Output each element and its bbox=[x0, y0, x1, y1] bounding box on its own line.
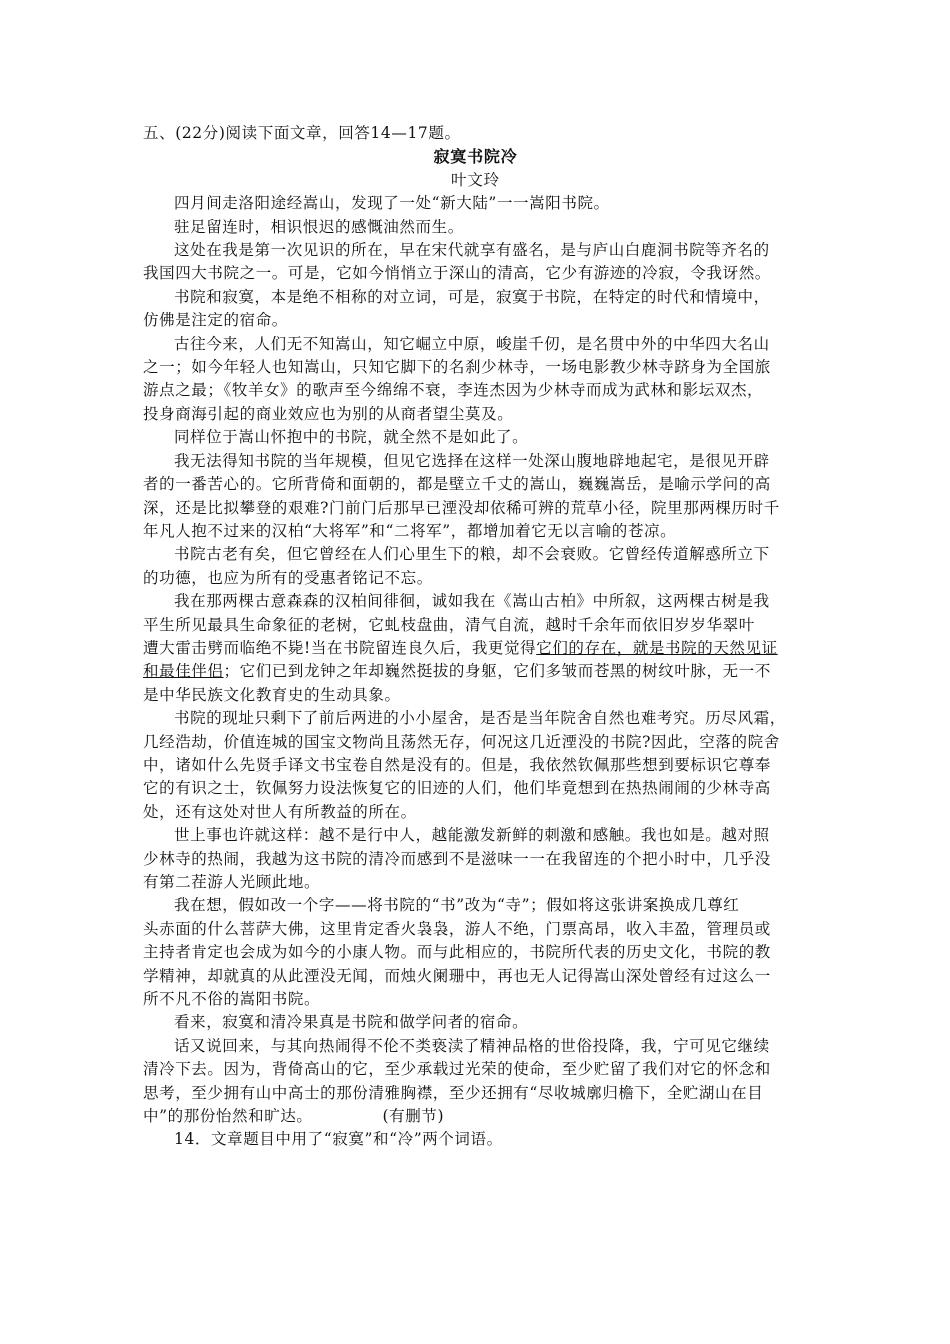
paragraph-line: 驻足留连时，相识恨迟的感慨油然而生。 bbox=[174, 217, 464, 236]
paragraph-line: 仿佛是注定的宿命。 bbox=[143, 311, 288, 330]
paragraph-line: 中，诸如什么先贤手译文书宝卷自然是没有的。但是，我依然钦佩那些想到要标识它尊奉 bbox=[143, 755, 771, 774]
paragraph-line: 思考，至少拥有山中高士的那份清雅胸襟，至少还拥有“尽收城廓归檐下，全贮湖山在目 bbox=[143, 1083, 764, 1102]
paragraph-line: 我国四大书院之一。可是，它如今悄悄立于深山的清高，它少有游迹的冷寂，令我讶然。 bbox=[143, 264, 771, 283]
paragraph-line: 游点之最；《牧羊女》的歌声至今绵绵不衰，李连杰因为少林寺而成为武林和影坛双杰， bbox=[143, 381, 764, 400]
section-heading: 五、(22分)阅读下面文章，回答14—17题。 bbox=[143, 124, 461, 142]
paragraph-line: 同样位于嵩山怀抱中的书院，就全然不是如此了。 bbox=[174, 428, 529, 447]
paragraph-line: 之一；如今年轻人也知嵩山，只知它脚下的名刹少林寺，一场电影教少林寺跻身为全国旅 bbox=[143, 358, 771, 377]
paragraph-line: 这处在我是第一次见识的所在，早在宋代就享有盛名，是与庐山白鹿洞书院等齐名的 bbox=[174, 241, 770, 260]
paragraph bbox=[143, 894, 808, 1011]
document-page bbox=[143, 122, 808, 1152]
paragraph bbox=[143, 707, 808, 824]
article-body-continued bbox=[143, 707, 808, 1035]
article-title: 寂寞书院冷 bbox=[433, 147, 518, 167]
paragraph-line: 所不凡不俗的嵩阳书院。 bbox=[143, 990, 321, 1009]
paragraph-line: 投身商海引起的商业效应也为别的从商者望尘莫及。 bbox=[143, 404, 514, 423]
paragraph-line: 我无法得知书院的当年规模，但见它选择在这样一处深山腹地辟地起宅，是很见开辟 bbox=[174, 451, 770, 470]
question-14: 14．文章题目中用了“寂寞”和“冷”两个词语。 bbox=[174, 1130, 503, 1149]
paragraph bbox=[143, 1011, 808, 1034]
abridged-note: (有删节) bbox=[382, 1107, 445, 1126]
paragraph-line bbox=[143, 1105, 808, 1128]
paragraph-line: 学精神，却就真的从此湮没无闻，而烛火阑珊中，再也无人记得嵩山深处曾经有过这么一 bbox=[143, 966, 771, 985]
paragraph-line: 我在那两棵古意森森的汉柏间徘徊，诚如我在《嵩山古柏》中所叙，这两棵古树是我 bbox=[174, 592, 770, 611]
paragraph-line: 几经浩劫，价值连城的国宝文物尚且荡然无存，何况这几近湮没的书院?因此，空落的院舍 bbox=[143, 732, 780, 751]
paragraph-line: 处，还有这处对世人有所教益的所在。 bbox=[143, 802, 417, 821]
paragraph-line: 头赤面的什么菩萨大佛，这里肯定香火袅袅，游人不绝，门票高昂，收入丰盈，管理员或 bbox=[143, 919, 771, 938]
paragraph bbox=[143, 543, 808, 590]
paragraph-line: 四月间走洛阳途经嵩山，发现了一处“新大陆”一一嵩阳书院。 bbox=[174, 194, 610, 213]
underlined-text: 它们的存在，就是书院的天然见证 bbox=[536, 638, 778, 657]
paragraph-line: 深，还是比拟攀登的艰难?门前门后那早已湮没却依稀可辨的荒草小径，院里那两棵历时千 bbox=[143, 498, 780, 517]
paragraph-line: 主持者肯定也会成为如今的小康人物。而与此相应的，书院所代表的历史文化，书院的教 bbox=[143, 943, 771, 962]
paragraph bbox=[143, 239, 808, 286]
paragraph-line: 古往今来，人们无不知嵩山，知它崛立中原，峻崖千仞，是名贯中外的中华四大名山 bbox=[174, 334, 770, 353]
paragraph-line: 清冷下去。因为，背倚高山的它，至少承载过光荣的使命，至少贮留了我们对它的怀念和 bbox=[143, 1060, 771, 1079]
paragraph-line: 少林寺的热闹，我越为这书院的清冷而感到不是滋味一一在我留连的个把小时中，几乎没 bbox=[143, 849, 771, 868]
paragraph bbox=[143, 333, 808, 427]
paragraph-line: 书院和寂寞，本是绝不相称的对立词，可是，寂寞于书院，在特定的时代和情境中， bbox=[174, 287, 770, 306]
paragraph-last bbox=[143, 1035, 808, 1129]
paragraph-line: 平生所见最具生命象征的老树，它虬枝盘曲，清气自流，越时千余年而依旧岁岁华翠叶 bbox=[143, 615, 755, 634]
paragraph bbox=[143, 426, 808, 449]
paragraph-line: 我在想，假如改一个字——将书院的“书”改为“寺”；假如将这张讲案换成几尊红 bbox=[174, 896, 740, 915]
paragraph-line: 它的有识之士，钦佩努力设法恢复它的旧迹的人们，他们毕竟想到在热热闹闹的少林寺高 bbox=[143, 779, 771, 798]
paragraph-line: 年凡人抱不过来的汉柏“大将军”和“二将军”，都增加着它无以言喻的苍凉。 bbox=[143, 521, 677, 540]
article-body bbox=[143, 192, 808, 590]
paragraph-line: 者的一番苦心的。它所背倚和面朝的，都是壁立千丈的嵩山，巍巍嵩岳，是喻示学问的高 bbox=[143, 475, 771, 494]
paragraph-line: 话又说回来，与其向热闹得不伦不类亵渎了精神品格的世俗投降，我，宁可见它继续 bbox=[174, 1036, 770, 1055]
paragraph-line: 是中华民族文化教育史的生动具象。 bbox=[143, 685, 401, 704]
paragraph-line: 的功德，也应为所有的受惠者铭记不忘。 bbox=[143, 568, 433, 587]
paragraph bbox=[143, 450, 808, 544]
paragraph-line bbox=[143, 637, 808, 660]
paragraph bbox=[143, 824, 808, 894]
paragraph-line: 书院古老有矣，但它曾经在人们心里生下的粮，却不会衰败。它曾经传道解惑所立下 bbox=[174, 545, 770, 564]
paragraph bbox=[143, 286, 808, 333]
paragraph-line: 书院的现址只剩下了前后两进的小小屋舍，是否是当年院舍自然也难考究。历尽风霜， bbox=[174, 709, 786, 728]
paragraph-line: 看来，寂寞和清冷果真是书院和做学问者的宿命。 bbox=[174, 1013, 529, 1032]
text-segment: 中”的那份怡然和旷达。 bbox=[143, 1107, 313, 1126]
paragraph-line: 世上事也许就这样：越不是行中人，越能激发新鲜的刺激和感触。我也如是。越对照 bbox=[174, 826, 770, 845]
paragraph bbox=[143, 192, 808, 215]
paragraph-line bbox=[143, 660, 808, 683]
paragraph bbox=[143, 216, 808, 239]
paragraph-10 bbox=[143, 590, 808, 707]
text-segment: 遭大雷击劈而临绝不毙!当在书院留连良久后，我更觉得 bbox=[143, 638, 537, 657]
text-segment: ；它们已到龙钟之年却巍然挺拔的身躯，它们多皱而苍黑的树纹叶脉，无一不 bbox=[223, 662, 771, 681]
paragraph-line: 有第二茬游人光顾此地。 bbox=[143, 873, 321, 891]
article-author: 叶文玲 bbox=[451, 170, 500, 189]
underlined-text: 和最佳伴侣 bbox=[143, 662, 224, 681]
